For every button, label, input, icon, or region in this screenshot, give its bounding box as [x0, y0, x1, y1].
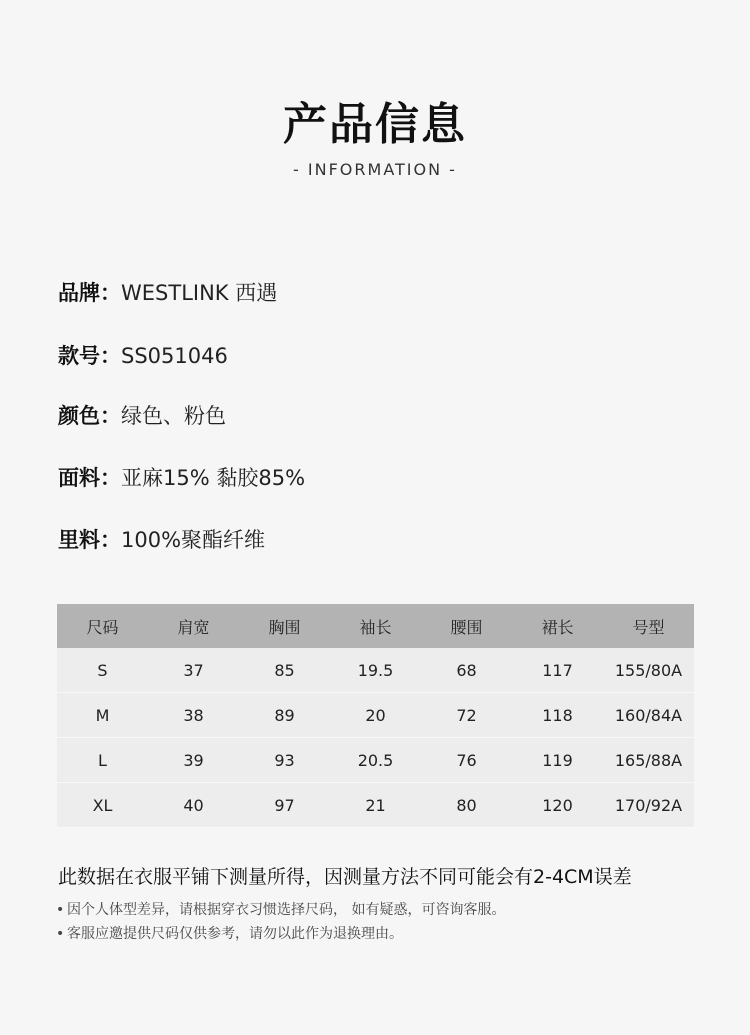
table-cell: 119 — [512, 738, 603, 783]
table-cell: 160/84A — [603, 693, 694, 738]
table-cell: 97 — [239, 783, 330, 828]
table-cell: 21 — [330, 783, 421, 828]
column-header: 裙长 — [512, 604, 603, 648]
column-header: 号型 — [603, 604, 694, 648]
table-header-row — [57, 604, 694, 648]
info-value: WESTLINK 西遇 — [121, 281, 278, 305]
table-cell: 85 — [239, 648, 330, 693]
table-cell: 68 — [421, 648, 512, 693]
table-cell: M — [57, 693, 148, 738]
measurement-note-title: 此数据在衣服平铺下测量所得，因测量方法不同可能会有2-4CM误差 — [58, 866, 632, 888]
info-row-style-number — [58, 342, 228, 370]
table-cell: XL — [57, 783, 148, 828]
info-value: 亚麻15% 黏胶85% — [121, 466, 306, 490]
info-key: 款号： — [58, 344, 121, 368]
table-cell: 40 — [148, 783, 239, 828]
table-cell: 80 — [421, 783, 512, 828]
info-row-color — [58, 402, 226, 430]
table-row — [57, 693, 694, 738]
table-cell: 117 — [512, 648, 603, 693]
column-header: 尺码 — [57, 604, 148, 648]
info-row-lining — [58, 526, 265, 554]
size-table — [57, 604, 694, 828]
table-cell: 89 — [239, 693, 330, 738]
page-title: 产品信息 — [283, 99, 467, 150]
bullet-icon: • — [56, 926, 65, 942]
info-row-brand — [58, 279, 277, 307]
note-text: 客服应邀提供尺码仅供参考，请勿以此作为退换理由。 — [67, 926, 403, 942]
table-cell: 93 — [239, 738, 330, 783]
column-header: 腰围 — [421, 604, 512, 648]
column-header: 袖长 — [330, 604, 421, 648]
info-row-fabric — [58, 464, 305, 492]
table-cell: L — [57, 738, 148, 783]
table-cell: 165/88A — [603, 738, 694, 783]
table-row — [57, 648, 694, 693]
table-row — [57, 738, 694, 783]
table-cell: 76 — [421, 738, 512, 783]
table-cell: 120 — [512, 783, 603, 828]
info-value: 100%聚酯纤维 — [121, 528, 266, 552]
info-key: 颜色： — [58, 404, 121, 428]
table-cell: 72 — [421, 693, 512, 738]
info-value: SS051046 — [121, 344, 228, 368]
table-cell: 155/80A — [603, 648, 694, 693]
table-cell: 118 — [512, 693, 603, 738]
table-cell: 39 — [148, 738, 239, 783]
column-header: 肩宽 — [148, 604, 239, 648]
info-key: 品牌： — [58, 281, 121, 305]
column-header: 胸围 — [239, 604, 330, 648]
note-item — [56, 899, 505, 919]
info-key: 面料： — [58, 466, 121, 490]
info-value: 绿色、粉色 — [121, 404, 226, 428]
note-item — [56, 923, 403, 943]
table-cell: 20 — [330, 693, 421, 738]
note-text: 因个人体型差异，请根据穿衣习惯选择尺码， 如有疑惑，可咨询客服。 — [67, 902, 506, 918]
table-cell: 19.5 — [330, 648, 421, 693]
bullet-icon: • — [56, 902, 65, 918]
table-cell: 20.5 — [330, 738, 421, 783]
info-key: 里料： — [58, 528, 121, 552]
table-cell: 170/92A — [603, 783, 694, 828]
page-subtitle: - INFORMATION - — [293, 160, 457, 179]
table-row — [57, 783, 694, 828]
table-cell: S — [57, 648, 148, 693]
table-cell: 38 — [148, 693, 239, 738]
table-cell: 37 — [148, 648, 239, 693]
